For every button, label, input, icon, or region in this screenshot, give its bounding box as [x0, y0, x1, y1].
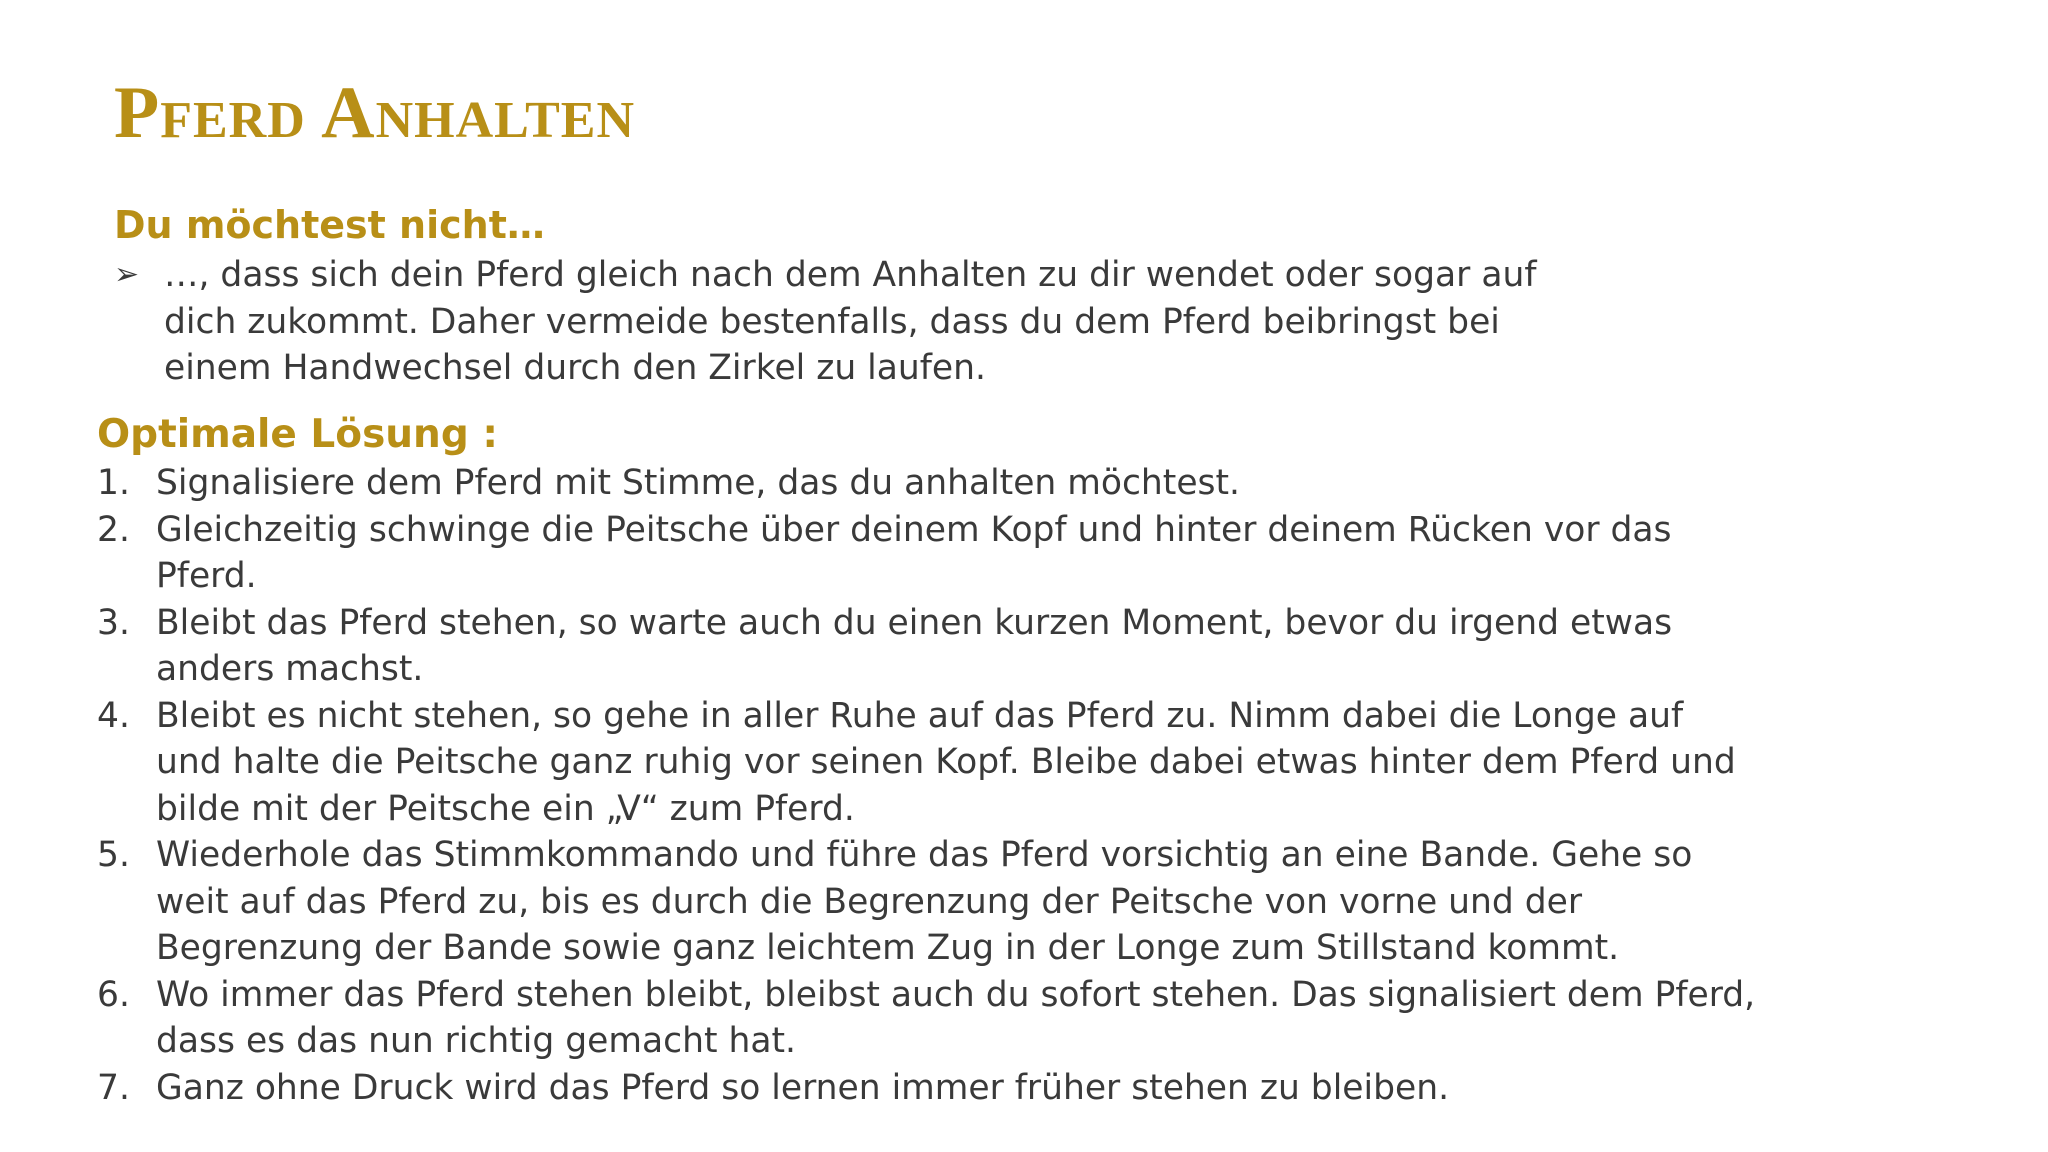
- step-text: Wiederhole das Stimmkommando und führe das Pferd vorsichtig an eine Bande. Gehe so weit auf das Pferd zu, bis es durch die Begrenzung der Peitsche von vorne und der Begrenzung der Bande sowie ganz leichtem Zug in der Longe zum Stillstand kommt.: [156, 835, 1693, 968]
- step-text: Wo immer das Pferd stehen bleibt, bleibst auch du sofort stehen. Das signalisiert dem Pferd, dass es das nun richtig gemacht hat.: [156, 974, 1756, 1061]
- step-text: Bleibt es nicht stehen, so gehe in aller Ruhe auf das Pferd zu. Nimm dabei die Longe auf und halte die Peitsche ganz ruhig vor seinen Kopf. Bleibe dabei etwas hinter dem Pferd und bilde mit der Peitsche ein „V“ zum Pferd.: [156, 695, 1736, 829]
- step-item: [97, 507, 1757, 600]
- step-item: [97, 693, 1757, 833]
- step-number: 7.: [97, 1067, 130, 1108]
- solution-heading: Optimale Lösung :: [97, 412, 498, 457]
- step-number: 6.: [97, 974, 130, 1015]
- solution-steps-list: [97, 460, 1757, 1111]
- step-item: [97, 600, 1757, 693]
- step-item: [97, 832, 1757, 972]
- dont-bullet-text: …, dass sich dein Pferd gleich nach dem Anhalten zu dir wendet oder sogar auf dich zukommt. Daher vermeide bestenfalls, dass du dem Pferd beibringst bei einem Handwechsel durch den Zirkel zu laufen.: [164, 255, 1537, 388]
- step-text: Ganz ohne Druck wird das Pferd so lernen immer früher stehen zu bleiben.: [156, 1067, 1450, 1108]
- step-item: [97, 1065, 1757, 1112]
- step-number: 5.: [97, 835, 130, 875]
- step-text: Signalisiere dem Pferd mit Stimme, das du anhalten möchtest.: [156, 463, 1241, 503]
- step-item: [97, 460, 1757, 507]
- arrow-bullet-icon: ➢: [114, 257, 140, 292]
- dont-heading: Du möchtest nicht…: [114, 203, 545, 247]
- slide-title: Pferd Anhalten: [114, 72, 635, 154]
- step-number: 1.: [97, 463, 130, 503]
- step-number: 4.: [97, 695, 130, 736]
- step-item: [97, 972, 1757, 1065]
- step-text: Gleichzeitig schwinge die Peitsche über deinem Kopf und hinter deinem Rücken vor das Pferd.: [156, 509, 1672, 596]
- step-number: 3.: [97, 602, 130, 643]
- dont-bullet-item: [114, 252, 1614, 392]
- step-text: Bleibt das Pferd stehen, so warte auch du einen kurzen Moment, bevor du irgend etwas anders machst.: [156, 602, 1673, 689]
- step-number: 2.: [97, 509, 130, 550]
